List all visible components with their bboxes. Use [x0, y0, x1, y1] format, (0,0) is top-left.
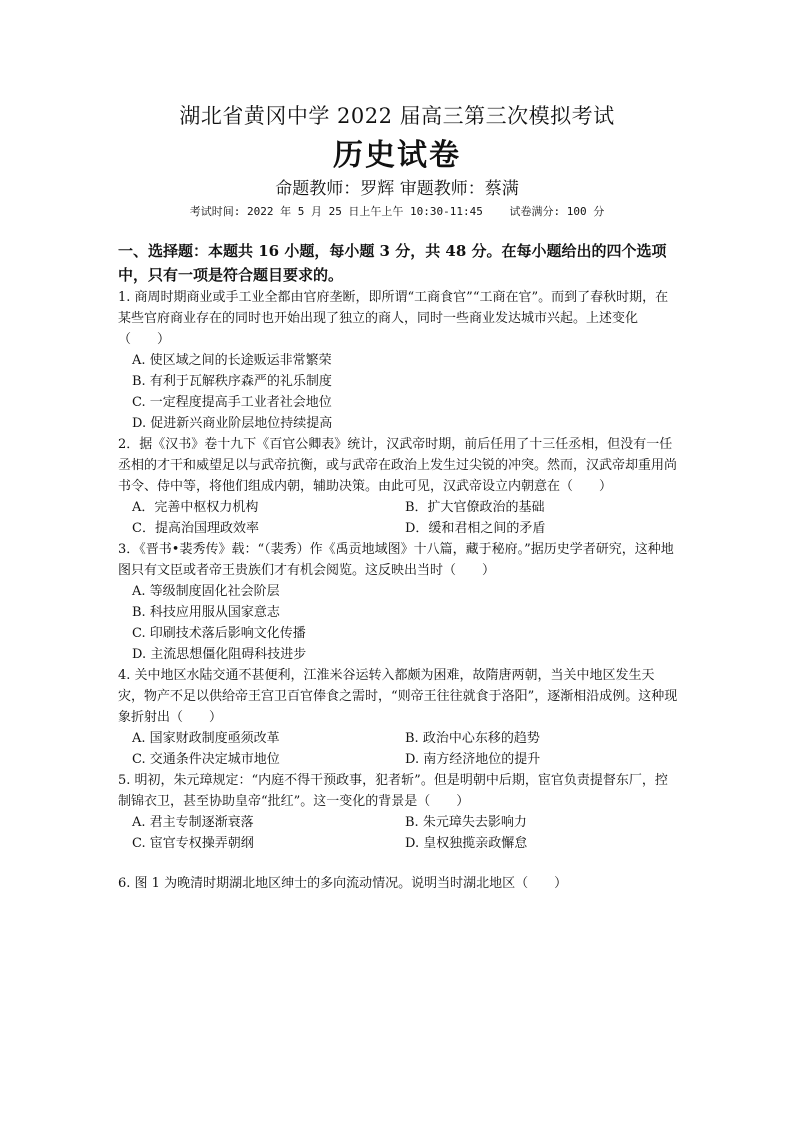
question-stem: 6. 图 1 为晚清时期湖北地区绅士的多向流动情况。说明当时湖北地区（ ）: [118, 876, 568, 891]
question-1: [118, 287, 678, 434]
option-a: A. 国家财政制度亟须改革: [132, 731, 280, 746]
option-b: B. 有利于瓦解秩序森严的礼乐制度: [132, 374, 332, 389]
question-stem: 2．据《汉书》卷十九下《百官公卿表》统计，汉武帝时期，前后任用了十三任丞相，但没有一任丞相的才干和威望足以与武帝抗衡，或与武帝在政治上发生过尖锐的冲突。然而，汉武帝却重用尚书令、侍中等，将他们组成内朝，辅助决策。由此可见，汉武帝设立内朝意在（ ）: [118, 437, 678, 494]
question-4: [118, 665, 678, 770]
spacer: [118, 854, 678, 873]
option-d: D．缓和君相之间的矛盾: [405, 521, 546, 536]
options: [118, 497, 678, 539]
option-a: A．完善中枢权力机构: [132, 500, 259, 515]
question-stem: 1. 商周时期商业或手工业全都由官府垄断，即所谓“工商食官”“工商在官”。而到了春秋时期，在某些官府商业存在的同时也开始出现了独立的商人，同时一些商业发达城市兴起。上述变化（ ）: [118, 290, 669, 347]
option-c: C. 交通条件决定城市地位: [132, 752, 280, 767]
question-2: [118, 434, 678, 539]
exam-title: 湖北省黄冈中学 2022 届高三第三次模拟考试: [179, 104, 615, 128]
option-d: D. 南方经济地位的提升: [405, 752, 541, 767]
subject-title: 历史试卷: [333, 138, 461, 173]
exam-info-line: [0, 203, 794, 219]
option-b: B. 朱元璋失去影响力: [405, 815, 527, 830]
exam-time: 考试时间: 2022 年 5 月 25 日上午上午 10:30-11:45: [189, 205, 483, 218]
question-stem: 5. 明初，朱元璋规定：“内庭不得干预政事，犯者斩”。但是明朝中后期，宦官负责提督东厂，控制锦衣卫，甚至协助皇帝“批红”。这一变化的背景是（ ）: [118, 773, 668, 809]
question-list: [118, 239, 678, 894]
options: [118, 350, 678, 434]
question-3: [118, 539, 678, 665]
option-d: D. 主流思想僵化阻碍科技进步: [132, 647, 307, 662]
option-c: C．提高治国理政效率: [132, 521, 259, 536]
options: [118, 581, 678, 665]
option-d: D. 促进新兴商业阶层地位持续提高: [132, 416, 333, 431]
option-b: B. 科技应用服从国家意志: [132, 605, 280, 620]
options: [118, 728, 678, 770]
options: [118, 812, 678, 854]
full-score: 试卷满分: 100 分: [509, 205, 605, 218]
option-c: C. 一定程度提高手工业者社会地位: [132, 395, 332, 410]
teachers-line: 命题教师：罗辉 审题教师：蔡满: [275, 179, 519, 199]
option-c: C. 宦官专权操弄朝纲: [132, 836, 254, 851]
option-d: D. 皇权独揽亲政懈怠: [405, 836, 528, 851]
option-a: A. 君主专制逐渐衰落: [132, 815, 254, 830]
question-5: [118, 770, 678, 854]
option-b: B. 政治中心东移的趋势: [405, 731, 540, 746]
option-a: A. 等级制度固化社会阶层: [132, 584, 280, 599]
section-heading: 一、选择题：本题共 16 小题，每小题 3 分，共 48 分。在每小题给出的四个选项中，只有一项是符合题目要求的。: [118, 242, 667, 284]
option-c: C. 印刷技术落后影响文化传播: [132, 626, 306, 641]
question-stem: 4. 关中地区水陆交通不甚便利，江淮米谷运转入都颇为困难，故隋唐两朝，当关中地区发生天灾，物产不足以供给帝王宫卫百官俸食之需时，“则帝王往往就食于洛阳”，逐渐相沿成例。这种现象折射出（ ）: [118, 668, 678, 725]
option-a: A. 使区域之间的长途贩运非常繁荣: [132, 353, 332, 368]
option-b: B．扩大官僚政治的基础: [405, 500, 545, 515]
question-6: [118, 873, 678, 894]
question-stem: 3．《晋书•裴秀传》载：“（裴秀）作《禹贡地域图》十八篇，藏于秘府。”据历史学者研究，这种地图只有文臣或者帝王贵族们才有机会阅览。这反映出当时（ ）: [118, 542, 674, 578]
